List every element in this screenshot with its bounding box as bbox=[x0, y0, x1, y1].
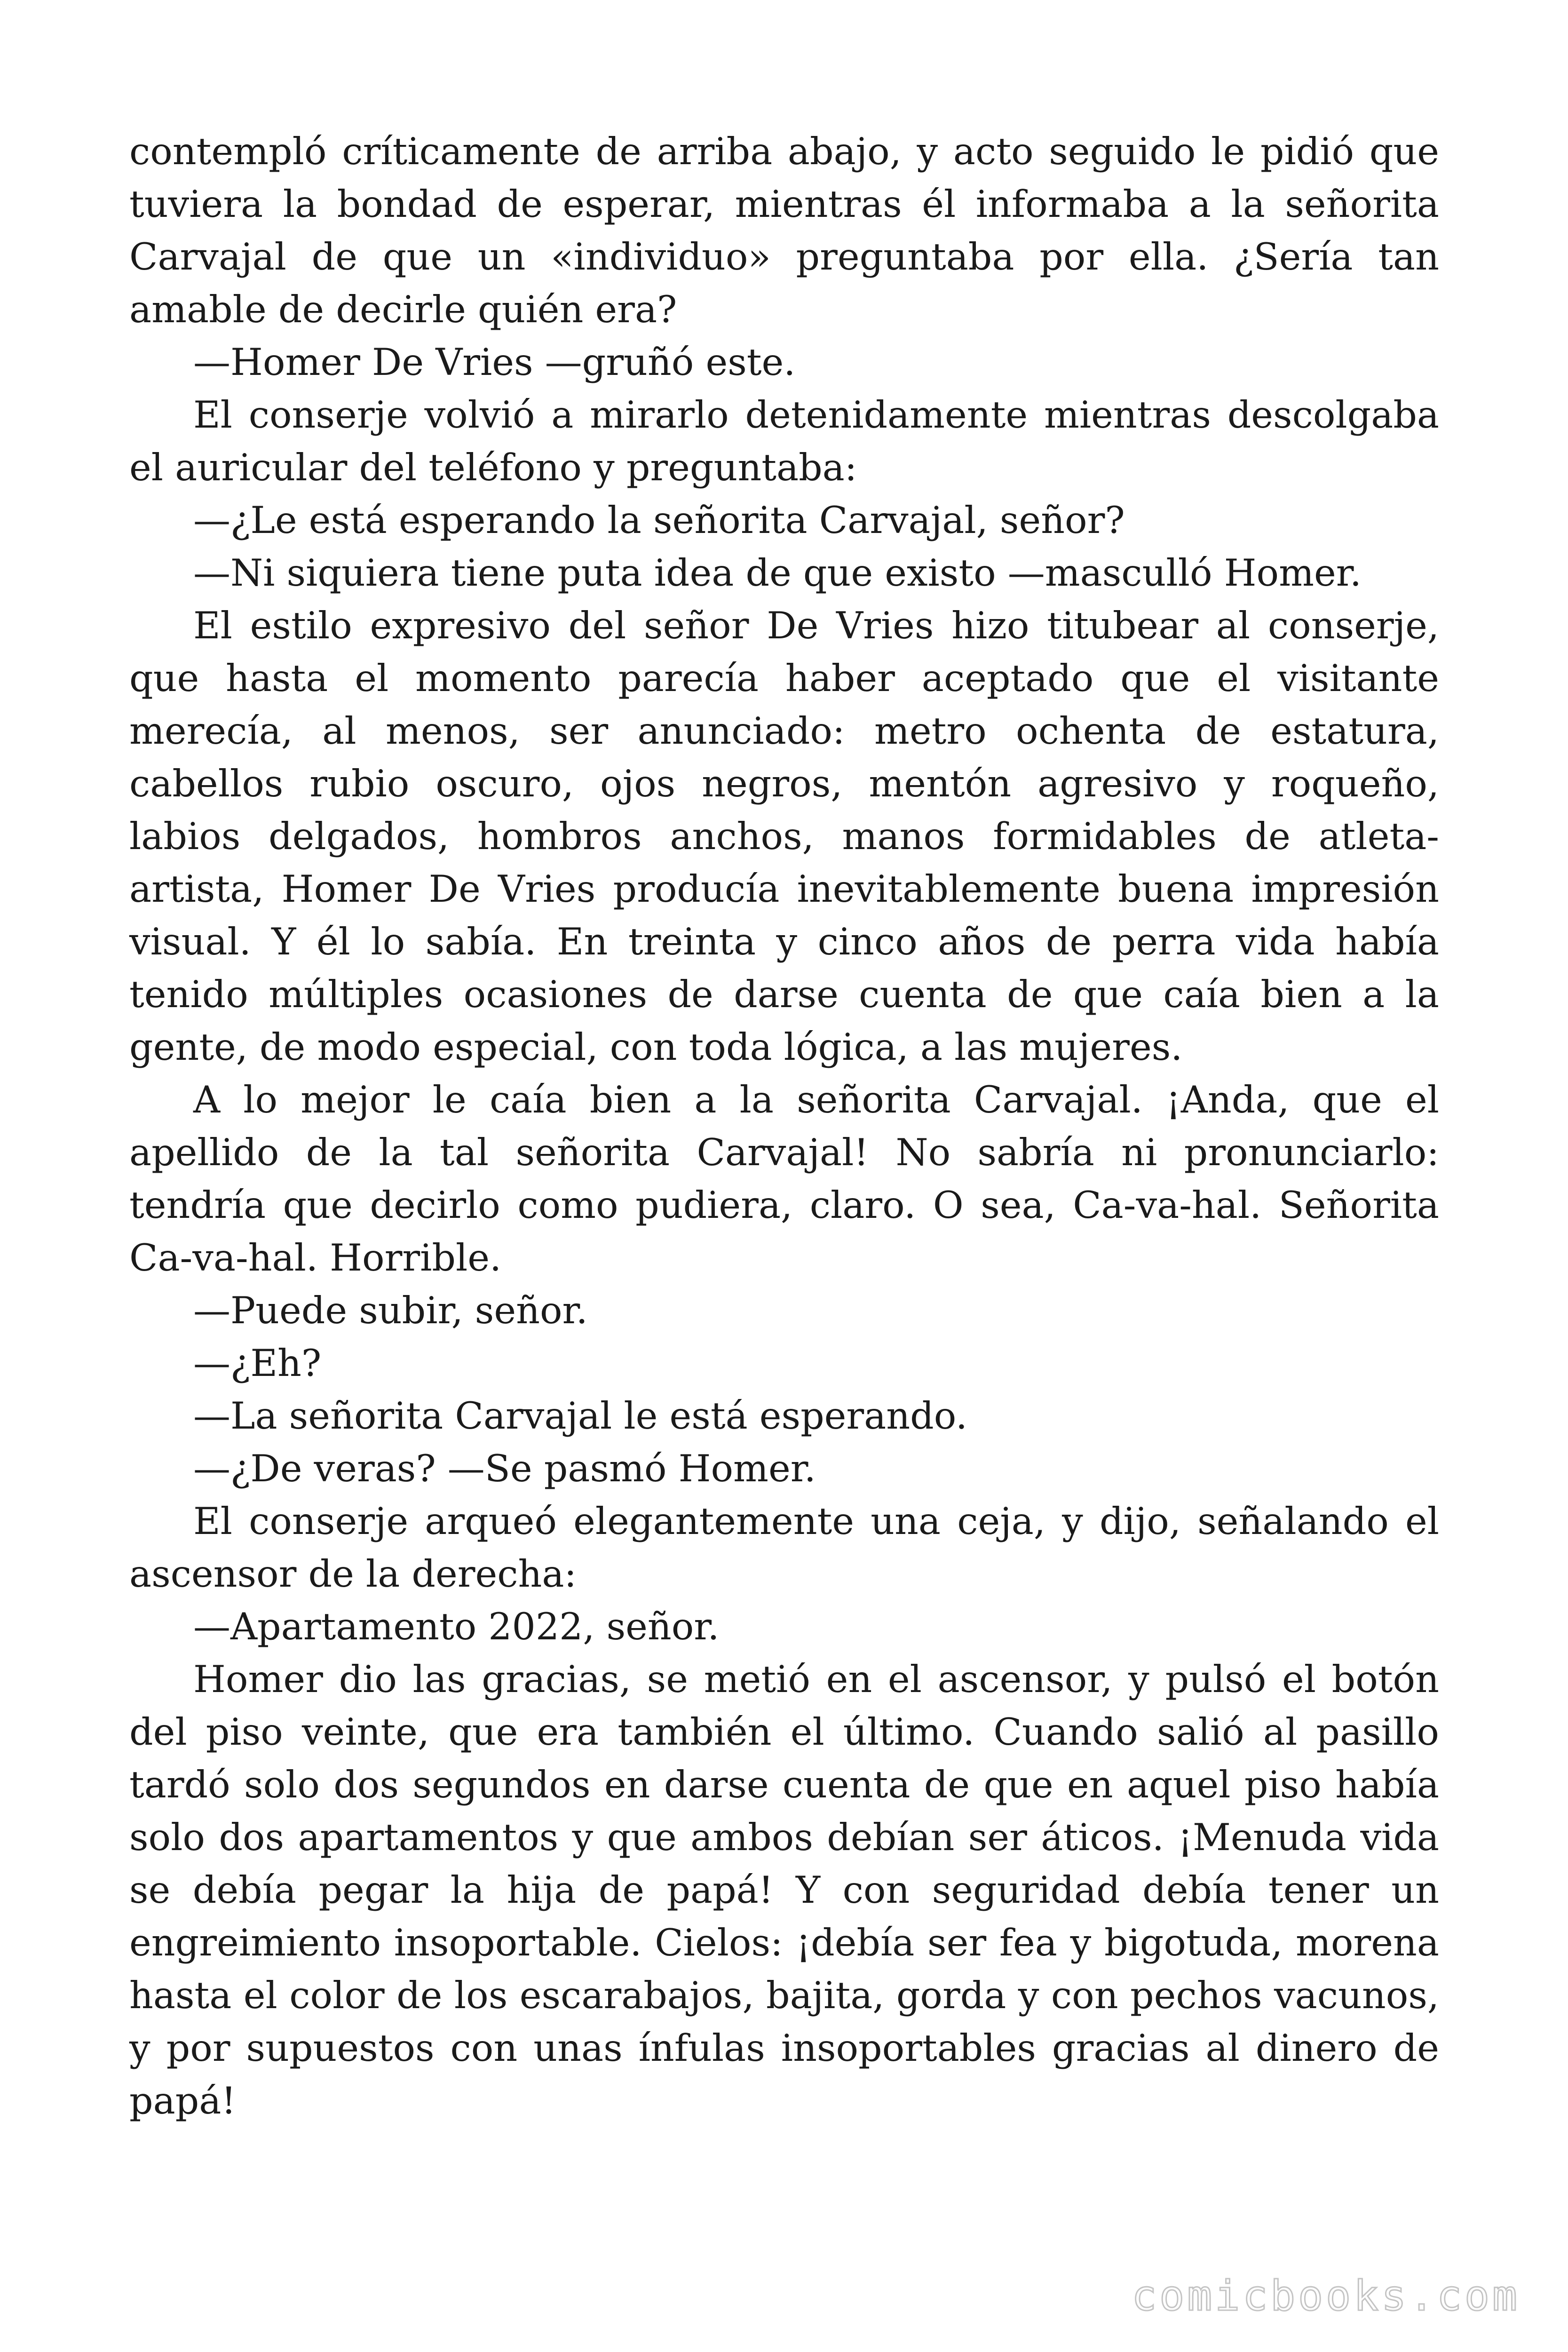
paragraph: contempló críticamente de arriba abajo, y acto seguido le pidió que tuviera la bondad de esperar, mientras él informaba a la señorita Carvajal de que un «individuo» preguntaba por ella. ¿Sería tan amable de decirle quién era? bbox=[129, 130, 1439, 331]
page-body bbox=[129, 125, 1439, 2127]
paragraph: —¿De veras? —Se pasmó Homer. bbox=[193, 1447, 816, 1490]
paragraph: —Puede subir, señor. bbox=[193, 1289, 588, 1332]
paragraph: —¿Eh? bbox=[193, 1342, 322, 1385]
paragraph: Homer dio las gracias, se metió en el ascensor, y pulsó el botón del piso veinte, que era también el último. Cuando salió al pasillo tardó solo dos segundos en darse cuenta de que en aquel piso había solo dos apartamentos y que ambos debían ser áticos. ¡Menuda vida se debía pegar la hija de papá! Y con seguridad debía tener un engreimiento insoportable. Cielos: ¡debía ser fea y bigotuda, morena hasta el color de los escarabajos, bajita, gorda y con pechos vacunos, y por supuestos con unas ínfulas insoportables gracias al dinero de papá! bbox=[129, 1658, 1439, 2122]
paragraph: —¿Le está esperando la señorita Carvajal, señor? bbox=[193, 499, 1125, 542]
paragraph: —La señorita Carvajal le está esperando. bbox=[193, 1394, 968, 1438]
paragraph: El conserje volvió a mirarlo detenidamente mientras descolgaba el auricular del teléfono y preguntaba: bbox=[129, 393, 1439, 489]
paragraph: —Ni siquiera tiene puta idea de que existo —masculló Homer. bbox=[193, 551, 1362, 595]
paragraph: —Apartamento 2022, señor. bbox=[193, 1605, 720, 1648]
paragraph: El conserje arqueó elegantemente una ceja, y dijo, señalando el ascensor de la derecha: bbox=[129, 1500, 1439, 1596]
paragraph: A lo mejor le caía bien a la señorita Carvajal. ¡Anda, que el apellido de la tal señorita Carvajal! No sabría ni pronunciarlo: tendría que decirlo como pudiera, claro. O sea, Ca-va-hal. Señorita Ca-va-hal. Horrible. bbox=[129, 1078, 1439, 1279]
paragraph: El estilo expresivo del señor De Vries hizo titubear al conserje, que hasta el momento parecía haber aceptado que el visitante merecía, al menos, ser anunciado: metro ochenta de estatura, cabellos rubio oscuro, ojos negros, mentón agresivo y roqueño, labios delgados, hombros anchos, manos formidables de atleta-artista, Homer De Vries producía inevitablemente buena impresión visual. Y él lo sabía. En treinta y cinco años de perra vida había tenido múltiples ocasiones de darse cuenta de que caía bien a la gente, de modo especial, con toda lógica, a las mujeres. bbox=[129, 604, 1439, 1069]
paragraph: —Homer De Vries —gruñó este. bbox=[193, 341, 796, 384]
watermark: comicbooks.com bbox=[1132, 2272, 1520, 2320]
